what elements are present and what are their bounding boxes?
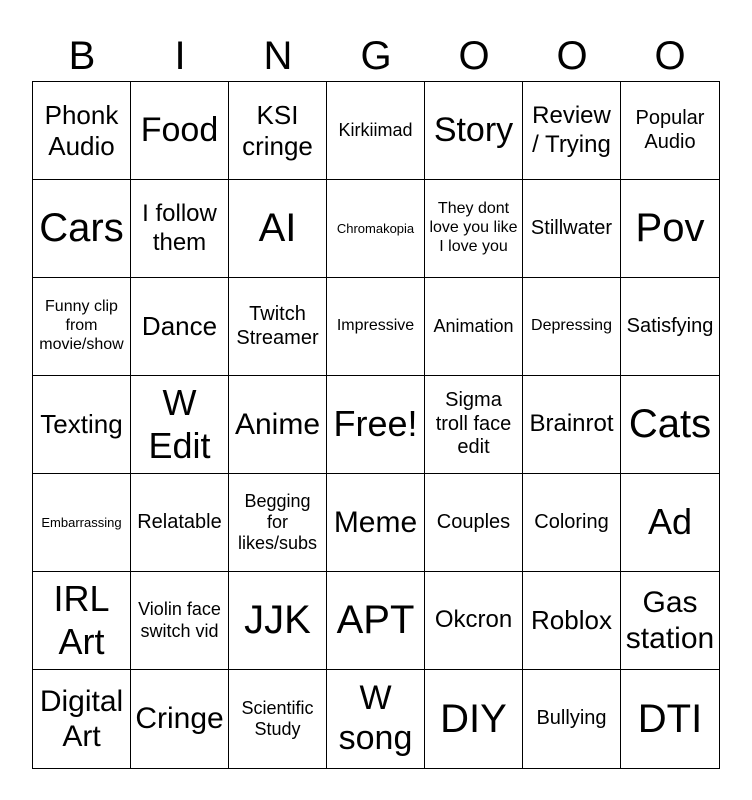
- bingo-cell[interactable]: Sigma troll face edit: [425, 376, 523, 474]
- bingo-cell[interactable]: Popular Audio: [621, 82, 719, 180]
- bingo-cell[interactable]: Chromakopia: [327, 180, 425, 278]
- bingo-cell[interactable]: DIY: [425, 670, 523, 768]
- header-letter-6: O: [556, 34, 588, 78]
- header-letter-3: N: [263, 34, 293, 78]
- header-letter-4: G: [360, 34, 392, 78]
- bingo-cell[interactable]: Ad: [621, 474, 719, 572]
- bingo-cell[interactable]: Roblox: [523, 572, 621, 670]
- bingo-cell[interactable]: Coloring: [523, 474, 621, 572]
- bingo-cell[interactable]: Cars: [33, 180, 131, 278]
- header-letter-2: I: [174, 34, 186, 78]
- bingo-cell[interactable]: Brainrot: [523, 376, 621, 474]
- bingo-cell[interactable]: Meme: [327, 474, 425, 572]
- bingo-cell[interactable]: Cringe: [131, 670, 229, 768]
- bingo-cell[interactable]: Begging for likes/subs: [229, 474, 327, 572]
- bingo-cell[interactable]: Bullying: [523, 670, 621, 768]
- bingo-cell[interactable]: Gas station: [621, 572, 719, 670]
- bingo-cell[interactable]: Violin face switch vid: [131, 572, 229, 670]
- bingo-cell[interactable]: Digital Art: [33, 670, 131, 768]
- bingo-cell[interactable]: Funny clip from movie/show: [33, 278, 131, 376]
- bingo-cell[interactable]: Kirkiimad: [327, 82, 425, 180]
- bingo-cell[interactable]: Embarrassing: [33, 474, 131, 572]
- bingo-cell[interactable]: IRL Art: [33, 572, 131, 670]
- bingo-cell[interactable]: Animation: [425, 278, 523, 376]
- bingo-cell free-space[interactable]: Free!: [327, 376, 425, 474]
- header-letter-1: B: [68, 34, 96, 78]
- bingo-cell[interactable]: I follow them: [131, 180, 229, 278]
- bingo-board: [32, 81, 720, 769]
- bingo-cell[interactable]: W Edit: [131, 376, 229, 474]
- bingo-cell[interactable]: They dont love you like I love you: [425, 180, 523, 278]
- bingo-cell[interactable]: Okcron: [425, 572, 523, 670]
- bingo-cell[interactable]: Texting: [33, 376, 131, 474]
- bingo-cell[interactable]: APT: [327, 572, 425, 670]
- bingo-cell[interactable]: Cats: [621, 376, 719, 474]
- bingo-header: [33, 30, 719, 82]
- bingo-cell[interactable]: Dance: [131, 278, 229, 376]
- bingo-cell[interactable]: Satisfying: [621, 278, 719, 376]
- bingo-cell[interactable]: W song: [327, 670, 425, 768]
- bingo-cell[interactable]: Couples: [425, 474, 523, 572]
- bingo-cell[interactable]: Depressing: [523, 278, 621, 376]
- bingo-cell[interactable]: Anime: [229, 376, 327, 474]
- bingo-cell[interactable]: Scientific Study: [229, 670, 327, 768]
- bingo-cell[interactable]: Phonk Audio: [33, 82, 131, 180]
- bingo-cell[interactable]: Relatable: [131, 474, 229, 572]
- bingo-cell[interactable]: Stillwater: [523, 180, 621, 278]
- bingo-cell[interactable]: KSI cringe: [229, 82, 327, 180]
- header-letter-5: O: [458, 34, 490, 78]
- bingo-cell[interactable]: Food: [131, 82, 229, 180]
- bingo-cell[interactable]: JJK: [229, 572, 327, 670]
- bingo-cell[interactable]: Impressive: [327, 278, 425, 376]
- bingo-cell[interactable]: Pov: [621, 180, 719, 278]
- bingo-cell[interactable]: DTI: [637, 696, 703, 741]
- bingo-cell[interactable]: AI: [229, 180, 327, 278]
- bingo-cell[interactable]: Review / Trying: [523, 82, 621, 180]
- bingo-cell[interactable]: Story: [425, 82, 523, 180]
- header-letter-7: O: [654, 34, 686, 78]
- bingo-cell[interactable]: Twitch Streamer: [229, 278, 327, 376]
